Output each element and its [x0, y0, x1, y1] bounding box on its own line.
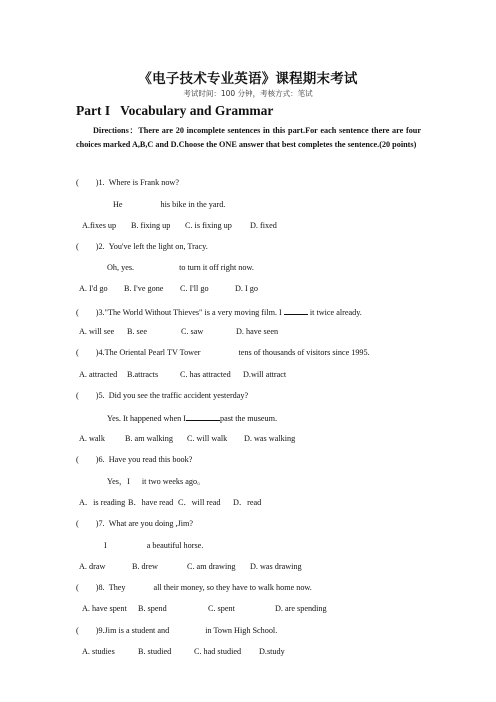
question-1: ( )1. Where is Frank now?	[76, 178, 179, 187]
question-9-options: A. studies B. studied C. had studied D.study	[82, 647, 285, 656]
question-text: Where is Frank now?	[108, 178, 179, 187]
question-7-line2: I a beautiful horse.	[104, 541, 204, 550]
question-7: ( )7. What are you doing ,Jim?	[76, 519, 194, 528]
answer-blank	[284, 306, 308, 315]
exam-title: 《电子技术专业英语》课程期末考试	[138, 71, 358, 87]
question-3-options: A. will see B. see C. saw D. have seen	[79, 327, 279, 336]
exam-subtitle: 考试时间：100 分钟，考核方式：笔试	[183, 89, 313, 98]
question-1-options: A.fixes up B. fixing up C. is fixing up D. fixed	[82, 221, 277, 230]
question-5-line2: Yes. It happened when I past the museum.	[107, 414, 278, 423]
part-name: Vocabulary and Grammar	[120, 103, 274, 118]
question-8-options: A. have spent B. spend C. spent D. are spending	[82, 604, 327, 613]
question-2: ( )2. You've left the light on, Tracy.	[76, 242, 208, 251]
question-6-line2: Yes，I it two weeks ago。	[107, 477, 206, 486]
answer-blank	[186, 412, 220, 421]
question-5-options: A. walk B. am walking C. will walk D. was walking	[79, 434, 296, 443]
question-9: ( )9.Jim is a student and in Town High School.	[76, 626, 278, 635]
directions-text: Directions：There are 20 incomplete sentences in this part.For each sentence there are four choices marked A,B,C and D.Choose the ONE answer that best completes the sentence.(20 points)	[76, 126, 421, 149]
question-6-options: A．is reading B．have read C．will read D．read	[79, 498, 262, 507]
question-6: ( )6. Have you read this book?	[76, 455, 193, 464]
part-heading	[76, 103, 273, 119]
question-5: ( )5. Did you see the traffic accident yesterday?	[76, 391, 249, 400]
question-8: ( )8. They all their money, so they have to walk home now.	[76, 583, 312, 592]
question-2-options: A. I'd go B. I've gone C. I'll go D. I go	[79, 284, 258, 293]
question-number: )1.	[95, 178, 105, 187]
question-7-options: A. draw B. drew C. am drawing D. was drawing	[79, 562, 302, 571]
question-4-options: A. attracted B.attracts C. has attracted D.will attract	[79, 370, 287, 379]
question-1-line2: He his bike in the yard.	[113, 200, 226, 209]
question-3: ( )3."The World Without Thieves" is a very moving film. I it twice already.	[76, 308, 362, 317]
question-2-line2: Oh, yes. to turn it off right now.	[107, 263, 254, 272]
question-4: ( )4.The Oriental Pearl TV Tower tens of thousands of visitors since 1995.	[76, 348, 370, 357]
part-label: Part I	[76, 103, 111, 118]
